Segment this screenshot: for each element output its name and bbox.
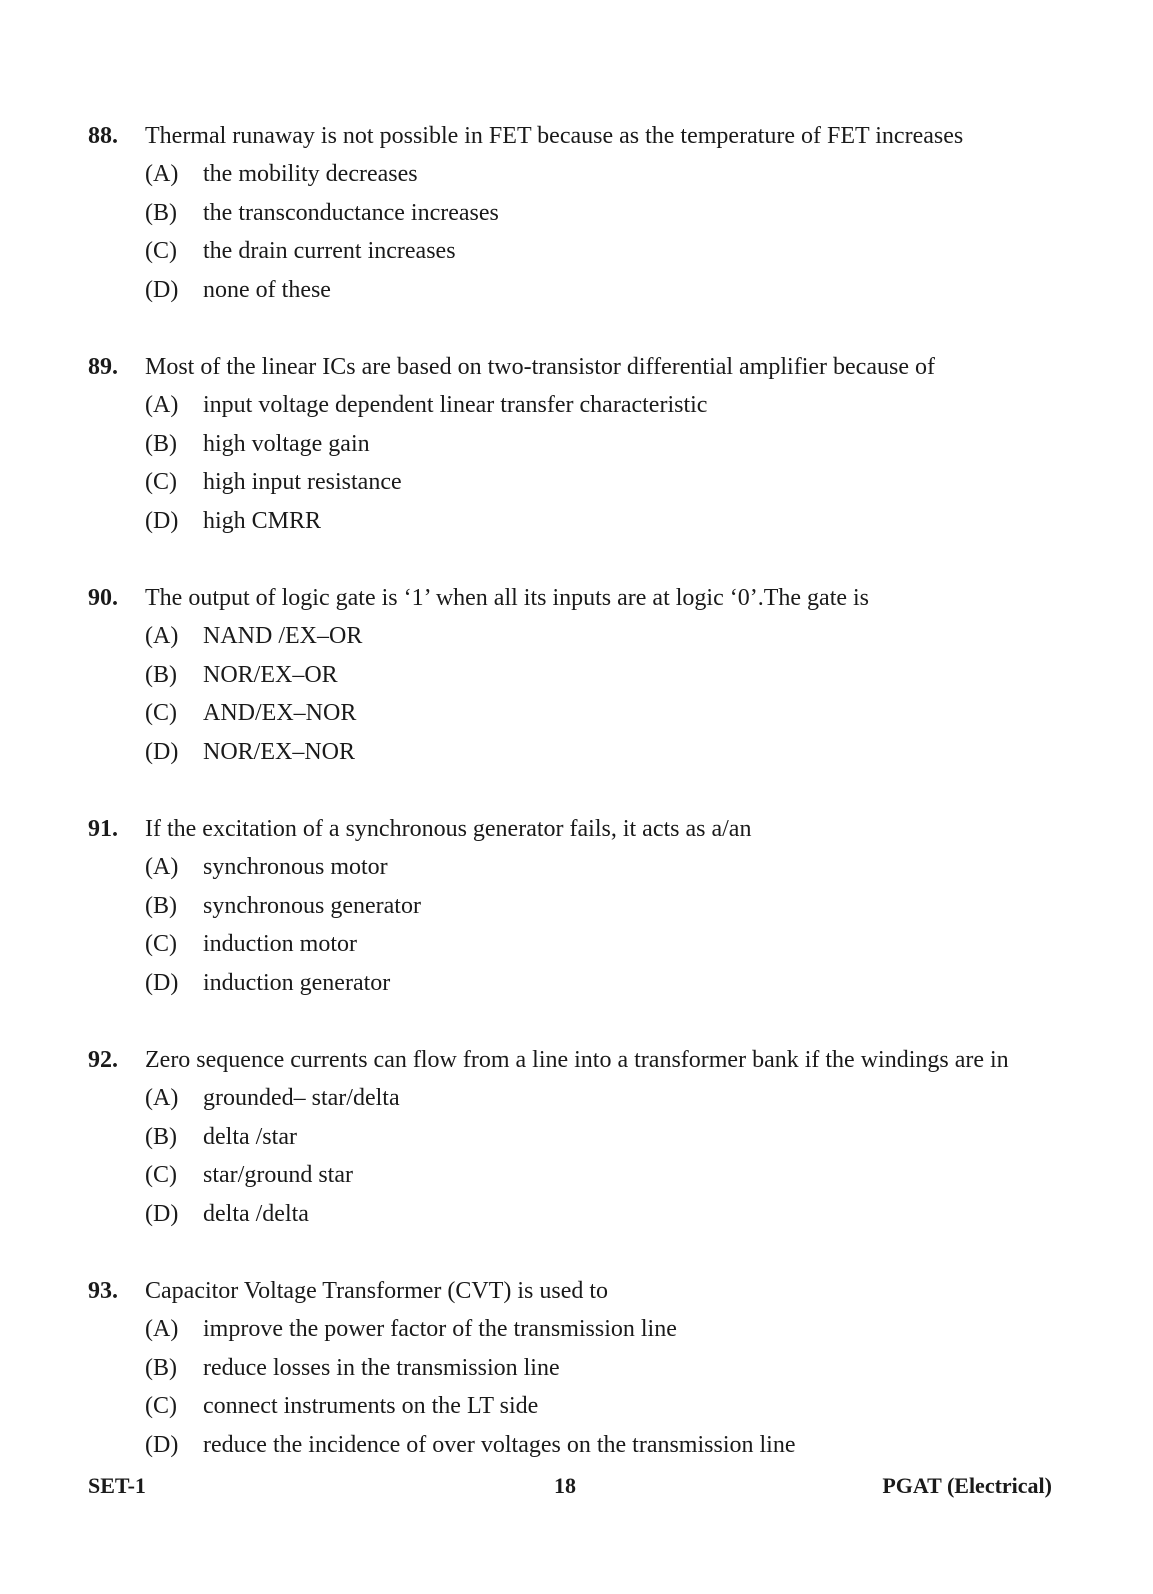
option-letter: (B) — [145, 661, 177, 688]
option-b — [88, 1349, 1088, 1388]
question-91 — [88, 810, 1088, 1003]
option-letter: (C) — [145, 1393, 177, 1420]
option-letter: (C) — [145, 1162, 177, 1189]
option-letter: (D) — [145, 970, 179, 997]
option-letter: (B) — [145, 199, 177, 226]
option-d — [88, 733, 1088, 772]
option-text: AND/EX–NOR — [203, 700, 357, 727]
option-letter: (D) — [145, 508, 179, 535]
option-text: input voltage dependent linear transfer characteristic — [203, 392, 708, 418]
option-letter: (C) — [145, 700, 177, 727]
option-letter: (B) — [145, 430, 177, 457]
question-text: Thermal runaway is not possible in FET because as the temperature of FET increases — [145, 123, 964, 149]
option-c — [88, 232, 1088, 271]
option-text: induction generator — [203, 970, 391, 997]
option-c — [88, 463, 1088, 502]
question-stem — [88, 348, 1088, 386]
option-text: the drain current increases — [203, 238, 456, 265]
option-text: NOR/EX–NOR — [203, 739, 356, 766]
option-letter: (D) — [145, 1201, 179, 1228]
option-list — [88, 1310, 1088, 1465]
option-letter: (B) — [145, 1354, 177, 1381]
exam-name: PGAT (Electrical) — [882, 1473, 1052, 1498]
option-list — [88, 1079, 1088, 1234]
option-letter: (C) — [145, 931, 177, 958]
question-stem — [88, 1041, 1088, 1079]
option-a — [88, 1079, 1088, 1118]
question-text: Zero sequence currents can flow from a line into a transformer bank if the windings are in — [145, 1047, 1009, 1073]
option-c — [88, 925, 1088, 964]
option-text: high CMRR — [203, 508, 322, 535]
question-92 — [88, 1041, 1088, 1234]
option-text: star/ground star — [203, 1162, 353, 1189]
option-letter: (A) — [145, 392, 179, 418]
option-c — [88, 694, 1088, 733]
page-footer — [88, 1471, 1052, 1501]
option-text: improve the power factor of the transmission line — [203, 1316, 677, 1342]
question-text: Most of the linear ICs are based on two-transistor differential amplifier because of — [145, 354, 935, 380]
question-stem — [88, 117, 1088, 155]
option-text: NAND /EX–OR — [203, 623, 363, 649]
option-a — [88, 1310, 1088, 1349]
option-d — [88, 271, 1088, 310]
option-letter: (A) — [145, 1316, 179, 1342]
option-c — [88, 1156, 1088, 1195]
option-letter: (B) — [145, 892, 177, 919]
option-b — [88, 194, 1088, 233]
option-text: NOR/EX–OR — [203, 661, 338, 688]
option-text: delta /star — [203, 1123, 297, 1150]
question-number: 88. — [88, 123, 118, 149]
option-letter: (D) — [145, 739, 179, 766]
option-a — [88, 848, 1088, 887]
option-a — [88, 155, 1088, 194]
option-letter: (D) — [145, 1432, 179, 1459]
option-letter: (A) — [145, 1085, 179, 1111]
option-text: none of these — [203, 277, 331, 304]
question-90 — [88, 579, 1088, 772]
option-text: the transconductance increases — [203, 199, 499, 226]
question-number: 89. — [88, 354, 118, 380]
option-b — [88, 1118, 1088, 1157]
option-text: grounded– star/delta — [203, 1085, 400, 1111]
question-text: Capacitor Voltage Transformer (CVT) is used to — [145, 1278, 609, 1304]
option-list — [88, 617, 1088, 772]
question-text: The output of logic gate is ‘1’ when all its inputs are at logic ‘0’.The gate is — [145, 585, 870, 611]
option-text: reduce the incidence of over voltages on the transmission line — [203, 1432, 796, 1459]
option-b — [88, 656, 1088, 695]
option-text: delta /delta — [203, 1201, 309, 1228]
question-number: 91. — [88, 816, 118, 842]
option-letter: (B) — [145, 1123, 177, 1150]
option-letter: (A) — [145, 623, 179, 649]
option-a — [88, 386, 1088, 425]
question-text: If the excitation of a synchronous generator fails, it acts as a/an — [145, 816, 752, 842]
option-letter: (C) — [145, 238, 177, 265]
option-d — [88, 502, 1088, 541]
option-list — [88, 386, 1088, 541]
option-list — [88, 848, 1088, 1003]
option-text: connect instruments on the LT side — [203, 1393, 539, 1420]
question-stem — [88, 579, 1088, 617]
option-d — [88, 1195, 1088, 1234]
option-text: the mobility decreases — [203, 161, 418, 187]
option-d — [88, 1426, 1088, 1465]
option-b — [88, 425, 1088, 464]
question-stem — [88, 1272, 1088, 1310]
question-89 — [88, 348, 1088, 541]
page-number: 18 — [554, 1473, 576, 1498]
option-letter: (C) — [145, 469, 177, 496]
question-number: 92. — [88, 1047, 118, 1073]
question-93 — [88, 1272, 1088, 1465]
option-text: synchronous generator — [203, 892, 421, 919]
option-text: induction motor — [203, 931, 357, 958]
option-text: synchronous motor — [203, 854, 388, 880]
question-88 — [88, 117, 1088, 310]
question-number: 93. — [88, 1278, 118, 1304]
option-letter: (A) — [145, 854, 179, 880]
option-text: high input resistance — [203, 469, 402, 496]
option-letter: (D) — [145, 277, 179, 304]
option-list — [88, 155, 1088, 310]
option-c — [88, 1387, 1088, 1426]
question-stem — [88, 810, 1088, 848]
option-a — [88, 617, 1088, 656]
option-text: high voltage gain — [203, 430, 370, 457]
set-label: SET-1 — [88, 1473, 146, 1498]
question-number: 90. — [88, 585, 118, 611]
option-letter: (A) — [145, 161, 179, 187]
option-text: reduce losses in the transmission line — [203, 1354, 560, 1381]
option-d — [88, 964, 1088, 1003]
option-b — [88, 887, 1088, 926]
